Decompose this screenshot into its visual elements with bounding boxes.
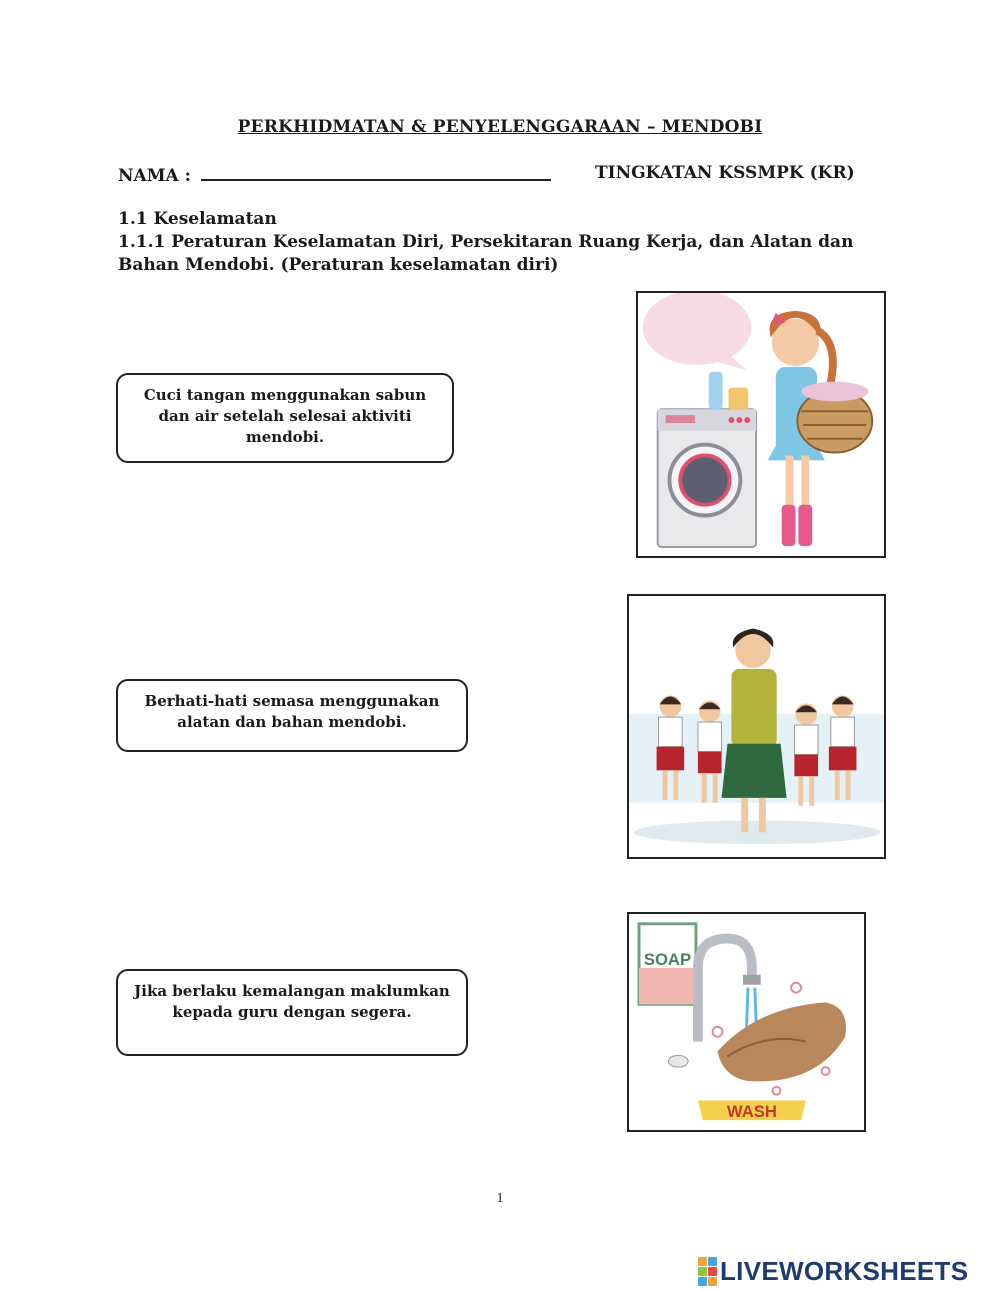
liveworksheets-logo[interactable] [698, 1256, 968, 1286]
detergent-box-icon [729, 388, 749, 410]
section-heading: 1.1 Keselamatan [118, 209, 277, 229]
rule-box-2[interactable]: Berhati-hati semasa menggunakan alatan dan bahan mendobi. [116, 679, 468, 752]
speech-bubble [643, 293, 751, 365]
brand-name: LIVEWORKSHEETS [720, 1255, 969, 1286]
rule-box-1[interactable]: Cuci tangan menggunakan sabun dan air setelah selesai aktiviti mendobi. [116, 373, 454, 463]
class-label: TINGKATAN KSSMPK (KR) [595, 163, 855, 183]
page-number: 1 [496, 1191, 504, 1206]
section-block [118, 208, 878, 277]
name-label: NAMA : [118, 166, 191, 186]
liveworksheets-icon [698, 1257, 717, 1286]
soap-label: SOAP [643, 950, 692, 970]
worksheet-title: PERKHIDMATAN & PENYELENGGARAAN – MENDOBI [237, 117, 763, 137]
rule-box-3[interactable]: Jika berlaku kemalangan maklumkan kepada guru dengan segera. [116, 969, 468, 1056]
name-input-line[interactable] [201, 163, 551, 181]
detergent-bottle-icon [709, 372, 723, 409]
handwashing-image [629, 914, 864, 1130]
section-subheading: 1.1.1 Peraturan Keselamatan Diri, Persekitaran Ruang Kerja, dan Alatan dan Bahan Mendobi. (Peraturan keselamatan diri) [118, 232, 854, 275]
teacher-students-image [629, 596, 884, 857]
handwashing-illustration[interactable] [627, 912, 866, 1132]
laundry-illustration[interactable] [636, 291, 886, 558]
teacher-students-illustration[interactable] [627, 594, 886, 859]
name-row [118, 163, 551, 186]
wash-label: WASH [726, 1102, 777, 1122]
laundry-scene-image [638, 293, 884, 556]
